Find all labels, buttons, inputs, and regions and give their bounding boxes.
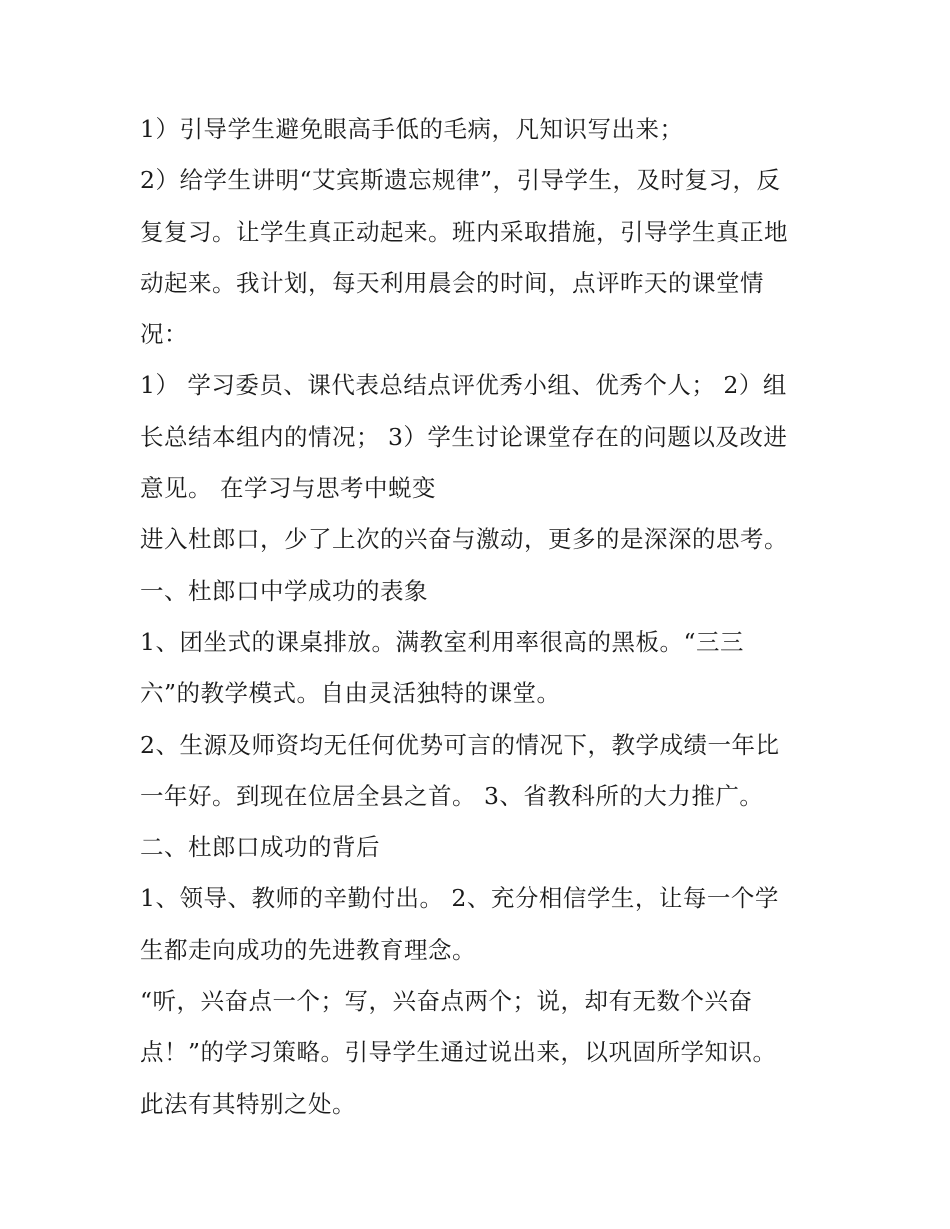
text-line: 1、领导、教师的辛勤付出。 2、充分相信学生，让每一个学 [140,884,779,913]
text-line: 2、生源及师资均无任何优势可言的情况下，教学成绩一年比 [140,730,780,759]
text-line: 点！”的学习策略。引导学生通过说出来，以巩固所学知识。 [140,1038,777,1067]
document-body [140,104,830,1130]
text-line: 况： [140,320,188,349]
text-line: 复复习。让学生真正动起来。班内采取措施，引导学生真正地 [140,217,788,246]
text-line: 长总结本组内的情况； 3）学生讨论课堂存在的问题以及改进 [140,422,788,451]
text-line: 动起来。我计划，每天利用晨会的时间，点评昨天的课堂情 [140,268,764,297]
section-heading: 一、杜郎口中学成功的表象 [140,576,428,605]
text-line: 一年好。到现在位居全县之首。 3、省教科所的大力推广。 [140,781,764,810]
text-line: 生都走向成功的先进教育理念。 [140,935,476,964]
section-heading: 二、杜郎口成功的背后 [140,833,380,862]
text-line: 2）给学生讲明“艾宾斯遗忘规律”，引导学生，及时复习，反 [140,166,781,195]
text-line: “听，兴奋点一个；写，兴奋点两个；说，却有无数个兴奋 [140,987,753,1016]
text-line: 意见。 在学习与思考中蜕变 [140,474,436,503]
text-line: 进入杜郎口，少了上次的兴奋与激动，更多的是深深的思考。 [140,525,788,554]
text-line: 六”的教学模式。自由灵活独特的课堂。 [140,679,561,708]
text-line: 此法有其特别之处。 [140,1089,356,1118]
text-line: 1）引导学生避免眼高手低的毛病，凡知识写出来； [140,115,684,143]
text-line: 1） 学习委员、课代表总结点评优秀小组、优秀个人； 2）组 [140,371,787,400]
text-line: 1、团坐式的课桌排放。满教室利用率很高的黑板。“三三 [140,627,744,656]
